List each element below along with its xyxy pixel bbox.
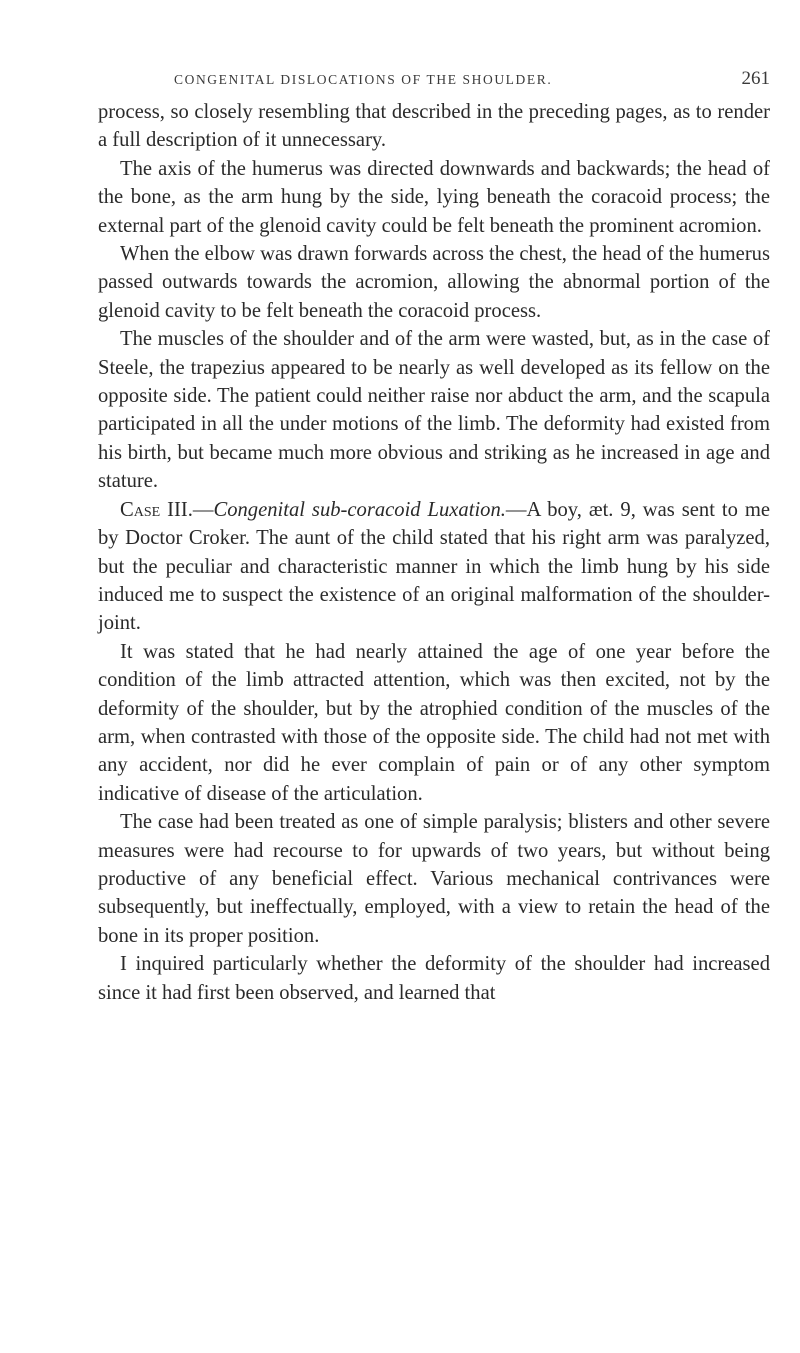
case-title: Congenital sub-coracoid Luxation.: [213, 498, 506, 521]
paragraph-inquiry: I inquired particularly whether the deformity of the shoulder had increased since it had first been observed, and learned that: [98, 953, 770, 1004]
paragraph-muscles: The muscles of the shoulder and of the arm were wasted, but, as in the case of Steele, the trapezius appeared to be nearly as well developed as its fellow on the opposite side. The patient could neither raise nor abduct the arm, and the scapula participated in all the under motions of the limb. The deformity had existed from his birth, but became much more obvious and striking as he increased in age and stature.: [98, 328, 770, 493]
running-title: CONGENITAL DISLOCATIONS OF THE SHOULDER.: [174, 72, 553, 87]
case-label: Case III.—: [120, 498, 214, 521]
paragraph-continuation: process, so closely resembling that described in the preceding pages, as to render a full description of it unnecessary.: [98, 101, 770, 152]
book-page: [98, 62, 770, 1007]
paragraph-treatment: The case had been treated as one of simple paralysis; blisters and other severe measures were had recourse to for upwards of two years, but without being productive of any beneficial effect. Various mechanical contrivances were subsequently, but ineffectually, employed, with a view to retain the head of the bone in its proper position.: [98, 811, 770, 947]
paragraph-elbow-forwards: When the elbow was drawn forwards across the chest, the head of the humerus passed outwards towards the acromion, allowing the abnormal portion of the glenoid cavity to be felt beneath the coracoid process.: [98, 243, 770, 322]
page-number: 261: [741, 68, 770, 89]
paragraph-humerus-axis: The axis of the humerus was directed downwards and backwards; the head of the bone, as the arm hung by the side, lying beneath the coracoid process; the external part of the glenoid cavity could be felt beneath the prominent acromion.: [98, 157, 770, 237]
paragraph-case-iii: Case III.—Congenital sub-coracoid Luxation.—A boy, æt. 9, was sent to me by Doctor Croker. The aunt of the child stated that his right arm was paralyzed, but the peculiar and characteristic manner in which the limb hung by his side induced me to suspect the existence of an original malformation of the shoulder-joint.: [98, 498, 770, 635]
paragraph-age-one-year: It was stated that he had nearly attained the age of one year before the condition of the limb attracted attention, which was then excited, not by the deformity of the shoulder, but by the atrophied condition of the muscles of the arm, when contrasted with those of the opposite side. The child had not met with any accident, nor did he ever complain of pain or of any other symptom indicative of disease of the articulation.: [98, 640, 770, 805]
running-head: [98, 62, 770, 98]
body-text: [98, 98, 770, 1007]
